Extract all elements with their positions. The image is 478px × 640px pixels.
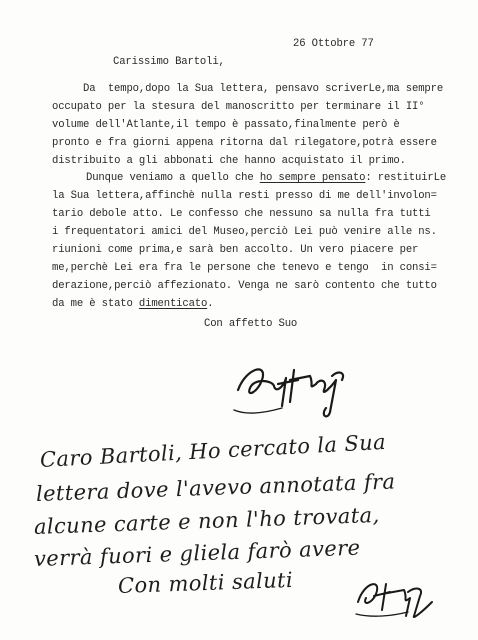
letter-line-4: pronto e fra giorni appena ritorna dal rilegatore,potrà essere [52, 137, 437, 149]
letter-line-1: Da tempo,dopo la Sua lettera, pensavo scriverLe,ma sempre [83, 83, 444, 95]
postscript-line-3: alcune carte e non l'ho trovata, [33, 502, 380, 539]
letter-line-5: distribuito a gli abbonati che hanno acquistato il primo. [52, 155, 406, 167]
letter-line-6-start: Dunque veniamo a quello che [86, 172, 260, 184]
letter-line-13 [52, 298, 213, 311]
letter-line-9: i frequentatori amici del Museo,perciò Lei può venire alle ns. [52, 226, 437, 238]
letter-line-3: volume dell'Atlante,il tempo è passato,finalmente però è [52, 119, 400, 131]
letter-line-2: occupato per la stesura del manoscritto per terminare il II° [52, 101, 425, 113]
postscript-line-1: Caro Bartoli, Ho cercato la Sua [39, 429, 387, 472]
letter-line-13-start: da me è stato [52, 298, 139, 310]
letter-line-7: la Sua lettera,affinchè nulla resti presso di me dell'involon= [52, 190, 437, 202]
signature-upper [228, 350, 358, 430]
letter-salutation: Carissimo Bartoli, [113, 56, 225, 68]
postscript-line-2: lettera dove l'avevo annotata fra [35, 469, 396, 506]
postscript-line-5: Con molti saluti [117, 567, 294, 598]
underlined-word: dimenticato [138, 298, 208, 310]
letter-line-10: riunioni come prima,e sarà ben accolto. Un vero piacere per [52, 244, 419, 256]
letter-line-13-end: . [207, 298, 214, 310]
letter-line-11: me,perchè Lei era fra le persone che tenevo e tengo in consi= [52, 262, 437, 274]
letter-line-6-end: : restituirLe [365, 172, 447, 184]
signature-lower [352, 572, 442, 622]
letter-line-8: tario debole atto. Le confesso che nessuno sa nulla fra tutti [52, 208, 431, 220]
letter-line-12: derazione,perciò affezionato. Venga ne sarò contento che tutto [52, 280, 437, 292]
postscript-line-4: verrà fuori e gliela farò avere [33, 535, 361, 571]
underlined-phrase: ho sempre pensato [259, 172, 366, 184]
letter-date: 26 Ottobre 77 [293, 38, 374, 50]
letter-line-6 [86, 172, 446, 185]
letter-closing: Con affetto Suo [204, 318, 298, 330]
